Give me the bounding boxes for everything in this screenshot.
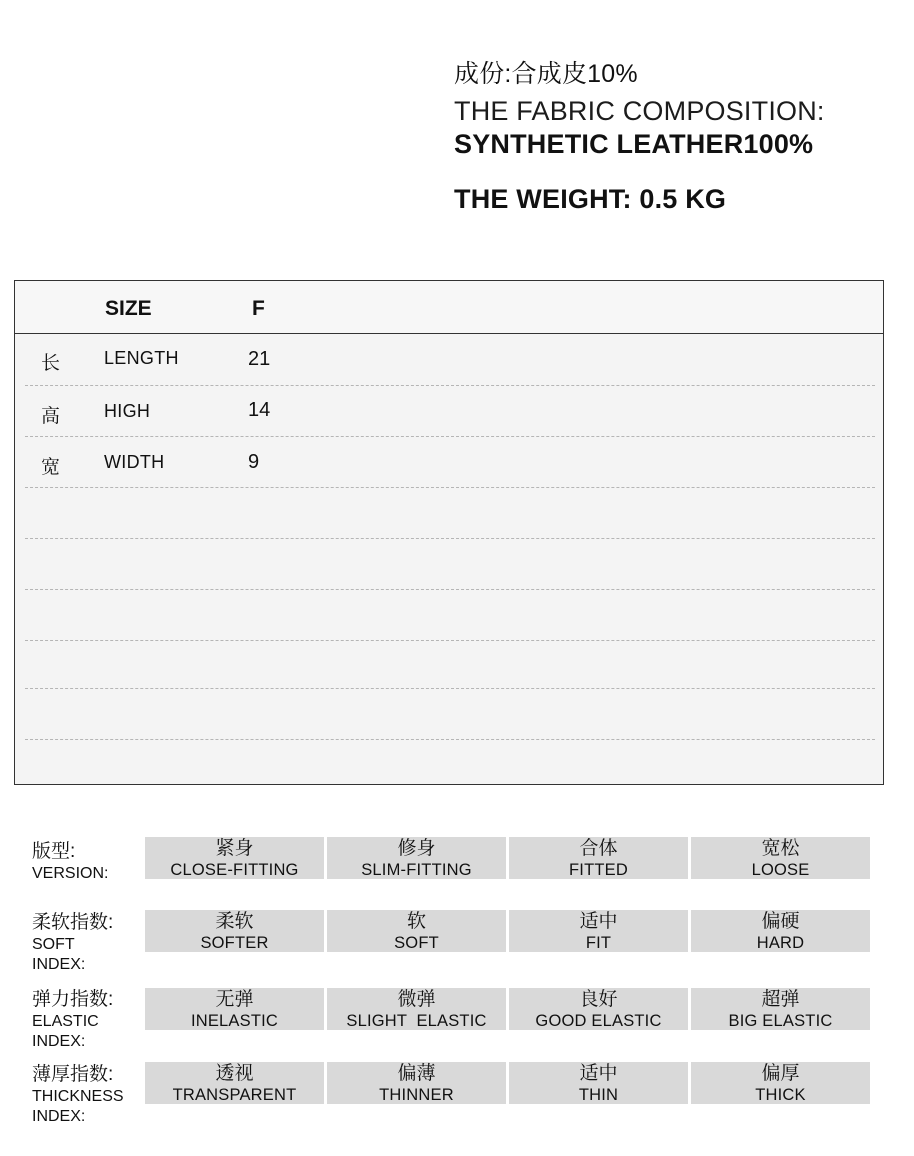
option-cell [691, 988, 870, 1030]
option-en: SOFTER [200, 934, 269, 952]
index-label [32, 1063, 124, 1127]
width-label: WIDTH [104, 452, 165, 472]
option-cn: 合体 [579, 838, 618, 859]
index-label-cn: 弹力指数: [32, 989, 114, 1010]
size-header-value: F [252, 297, 265, 320]
width-cn: 宽 [41, 457, 61, 478]
option-cell [509, 910, 688, 952]
index-label-en: INDEX: [32, 956, 86, 973]
option-en: LOOSE [751, 861, 810, 879]
length-label: LENGTH [104, 348, 179, 368]
option-cn: 紧身 [215, 838, 254, 859]
row-divider [25, 436, 875, 437]
row-divider [25, 640, 875, 641]
index-label-cn: 柔软指数: [32, 912, 114, 933]
index-label-cn: 版型: [32, 841, 76, 862]
size-header-label: SIZE [105, 297, 152, 320]
option-en: TRANSPARENT [172, 1086, 297, 1104]
option-cn: 微弹 [397, 989, 436, 1010]
composition-value: SYNTHETIC LEATHER100% [454, 129, 814, 159]
row-divider [25, 739, 875, 740]
option-cell [509, 988, 688, 1030]
index-label [32, 988, 113, 1052]
index-label [32, 911, 113, 975]
size-table [14, 280, 884, 785]
option-cell [691, 1062, 870, 1104]
option-cell [145, 837, 324, 879]
option-en: THICK [755, 1086, 806, 1104]
row-divider [25, 538, 875, 539]
option-en: THINNER [379, 1086, 454, 1104]
index-label-en: INDEX: [32, 1033, 86, 1050]
option-en: SLIGHT ELASTIC [346, 1012, 487, 1030]
option-cell [145, 1062, 324, 1104]
row-divider [25, 589, 875, 590]
option-en: CLOSE-FITTING [170, 861, 299, 879]
option-cell [327, 1062, 506, 1104]
index-label-en: ELASTIC [32, 1013, 99, 1030]
length-value: 21 [248, 348, 271, 370]
option-cell [691, 837, 870, 879]
option-en: SLIM-FITTING [361, 861, 472, 879]
option-en: GOOD ELASTIC [535, 1012, 662, 1030]
index-label-en: INDEX: [32, 1108, 86, 1125]
option-cn: 修身 [397, 838, 436, 859]
option-en: THIN [578, 1086, 619, 1104]
option-cn: 偏厚 [761, 1063, 800, 1084]
option-cn: 软 [406, 911, 426, 932]
option-cn: 偏硬 [761, 911, 800, 932]
composition-cn: 成份:合成皮10% [454, 60, 638, 88]
option-cn: 无弹 [215, 989, 254, 1010]
option-cell [509, 1062, 688, 1104]
length-cn: 长 [41, 353, 61, 374]
option-cn: 宽松 [761, 838, 800, 859]
row-divider [25, 688, 875, 689]
option-en: FIT [585, 934, 612, 952]
option-cn: 透视 [215, 1063, 254, 1084]
high-value: 14 [248, 399, 271, 421]
option-cn: 良好 [579, 989, 618, 1010]
option-cell [145, 910, 324, 952]
option-en: SOFT [394, 934, 439, 952]
option-cn: 适中 [579, 1063, 618, 1084]
option-en: BIG ELASTIC [728, 1012, 833, 1030]
high-label: HIGH [104, 401, 151, 421]
option-cn: 超弹 [761, 989, 800, 1010]
composition-label: THE FABRIC COMPOSITION: [454, 96, 825, 126]
option-cn: 偏薄 [397, 1063, 436, 1084]
option-cn: 适中 [579, 911, 618, 932]
index-label-en: SOFT [32, 936, 75, 953]
index-label-en: THICKNESS [32, 1088, 124, 1105]
width-value: 9 [248, 451, 260, 473]
option-cn: 柔软 [215, 911, 254, 932]
option-cell [509, 837, 688, 879]
option-cell [327, 988, 506, 1030]
option-cell [327, 837, 506, 879]
option-cell [327, 910, 506, 952]
index-label-en: VERSION: [32, 865, 109, 882]
option-en: INELASTIC [190, 1012, 279, 1030]
high-cn: 高 [41, 406, 61, 427]
size-table-header [15, 281, 883, 334]
option-cell [691, 910, 870, 952]
option-en: FITTED [569, 861, 628, 879]
index-label-cn: 薄厚指数: [32, 1064, 114, 1085]
weight-text: THE WEIGHT: 0.5 KG [454, 184, 727, 214]
row-divider [25, 487, 875, 488]
index-label [32, 840, 108, 884]
option-cell [145, 988, 324, 1030]
row-divider [25, 385, 875, 386]
option-en: HARD [756, 934, 805, 952]
